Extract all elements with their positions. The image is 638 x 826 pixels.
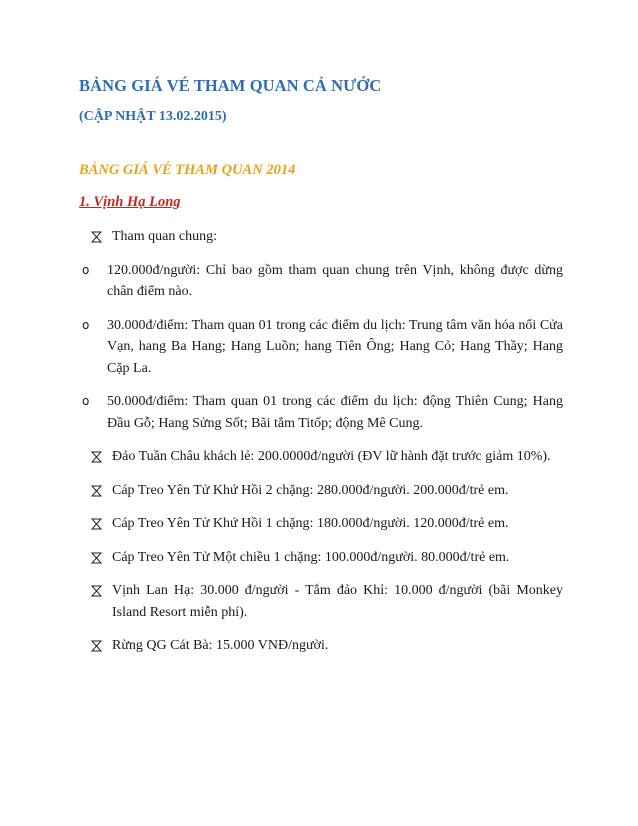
update-date: (CẬP NHẬT 13.02.2015) xyxy=(79,109,227,124)
list-item xyxy=(79,226,563,248)
hourglass-outline-icon xyxy=(89,513,103,538)
section-title: BẢNG GIÁ VÉ THAM QUAN 2014 xyxy=(79,162,296,178)
sub-list-item-text: 120.000đ/người: Chỉ bao gồm tham quan chung trên Vịnh, không được dừng chân điểm nào. xyxy=(107,262,563,299)
list-item xyxy=(79,513,563,535)
price-list xyxy=(79,226,563,669)
list-item-text: Rừng QG Cát Bà: 15.000 VNĐ/người. xyxy=(112,638,329,653)
document-title: BẢNG GIÁ VÉ THAM QUAN CẢ NƯỚC xyxy=(79,76,382,95)
hollow-circle-icon: o xyxy=(82,262,90,277)
sub-list-item xyxy=(46,391,563,434)
list-item-text: Tham quan chung: xyxy=(112,229,217,244)
sub-list-item-text: 30.000đ/điểm: Tham quan 01 trong các điểm du lịch: Trung tâm văn hóa nổi Cửa Vạn, hang Ba Hang; Hang Luồn; hang Tiên Ông; Hang Cỏ; Hang Thầy; Hang Cặp La. xyxy=(107,317,563,376)
sub-list-item-text: 50.000đ/điểm: Tham quan 01 trong các điểm du lịch: động Thiên Cung; Hang Đầu Gỗ; Hang Sửng Sốt; Bãi tắm Titốp; động Mê Cung. xyxy=(107,394,563,431)
list-item xyxy=(79,580,563,623)
hollow-circle-icon: o xyxy=(82,317,90,332)
list-item-text: Cáp Treo Yên Tử Khứ Hồi 1 chặng: 180.000đ/người. 120.000đ/trẻ em. xyxy=(112,516,509,531)
list-item xyxy=(79,446,563,468)
list-item-text: Cáp Treo Yên Tử Khứ Hồi 2 chặng: 280.000đ/người. 200.000đ/trẻ em. xyxy=(112,482,509,498)
hourglass-outline-icon xyxy=(89,480,103,505)
hourglass-outline-icon xyxy=(89,547,103,572)
hollow-circle-icon: o xyxy=(82,394,90,408)
list-item-text: Cáp Treo Yên Tử Một chiều 1 chặng: 100.000đ/người. 80.000đ/trẻ em. xyxy=(112,549,510,565)
list-item-text: Vịnh Lan Hạ: 30.000 đ/người - Tắm đảo Khỉ: 10.000 đ/người (bãi Monkey Island Resort miễn phí). xyxy=(112,583,563,620)
list-item xyxy=(79,480,563,502)
list-item-text: Đảo Tuần Châu khách lẻ: 200.0000đ/người (ĐV lữ hành đặt trước giảm 10%). xyxy=(112,449,551,464)
hourglass-outline-icon xyxy=(89,635,103,660)
list-item xyxy=(79,635,563,657)
list-item xyxy=(79,547,563,569)
sub-list-item xyxy=(46,260,563,303)
sub-list xyxy=(79,260,563,435)
sub-list-item xyxy=(46,315,563,380)
hourglass-outline-icon xyxy=(89,226,103,251)
hourglass-outline-icon xyxy=(89,580,103,605)
location-heading: 1. Vịnh Hạ Long xyxy=(79,194,181,210)
hourglass-outline-icon xyxy=(89,446,103,471)
